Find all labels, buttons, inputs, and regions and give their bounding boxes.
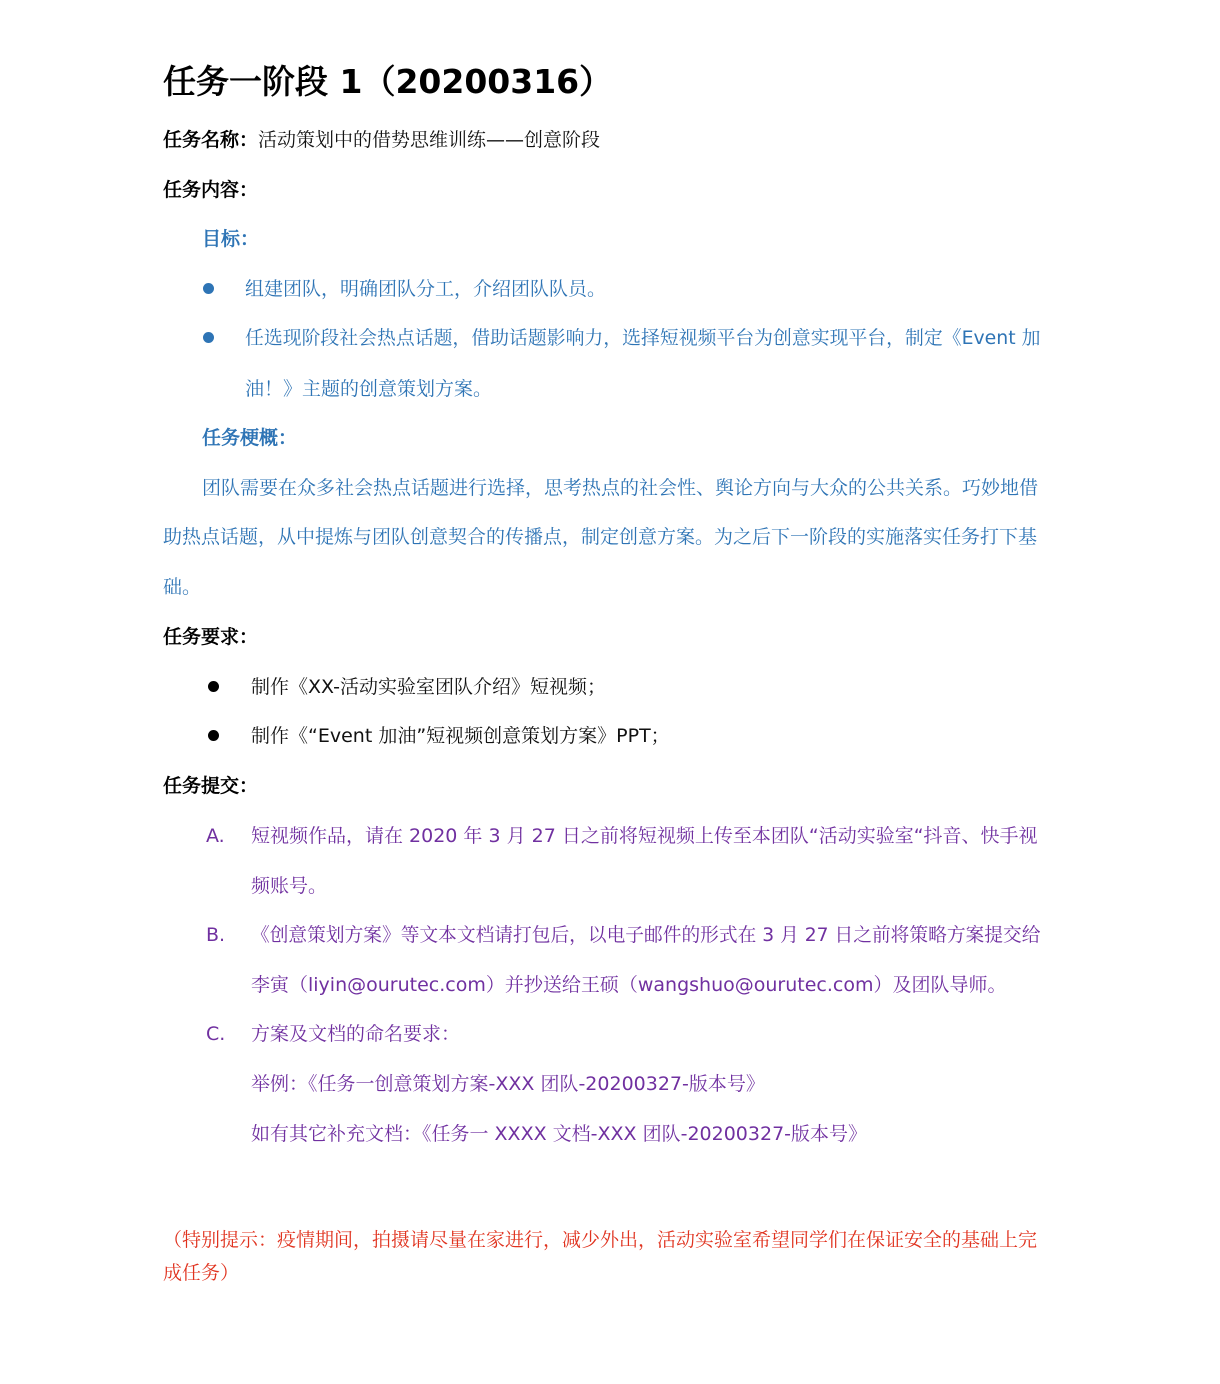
task-content-label: 任务内容： bbox=[163, 179, 259, 201]
goal-item-continued: 油！》主题的创意策划方案。 bbox=[245, 378, 493, 400]
submission-line: 频账号。 bbox=[251, 875, 328, 897]
bullet-icon bbox=[203, 332, 214, 343]
task-name-label: 任务名称： bbox=[163, 129, 259, 151]
submission-line: 如有其它补充文档：《任务一 XXXX 文档-XXX 团队-20200327-版本号》 bbox=[251, 1123, 868, 1145]
submission-marker: A. bbox=[206, 825, 225, 847]
notice-line: （特别提示：疫情期间，拍摄请尽量在家进行，减少外出，活动实验室希望同学们在保证安全的基础上完 bbox=[163, 1229, 1038, 1251]
notice-line: 成任务） bbox=[163, 1262, 240, 1284]
requirement-item: 制作《“Event 加油”短视频创意策划方案》PPT； bbox=[251, 725, 670, 747]
submission-marker: C. bbox=[206, 1023, 226, 1045]
bullet-icon bbox=[203, 283, 214, 294]
goal-item: 任选现阶段社会热点话题，借助话题影响力，选择短视频平台为创意实现平台，制定《Event 加 bbox=[245, 327, 1041, 349]
summary-line: 团队需要在众多社会热点话题进行选择，思考热点的社会性、舆论方向与大众的公共关系。巧妙地借 bbox=[202, 477, 1039, 499]
summary-line: 助热点话题，从中提炼与团队创意契合的传播点，制定创意方案。为之后下一阶段的实施落实任务打下基 bbox=[163, 526, 1038, 548]
submission-marker: B. bbox=[206, 924, 226, 946]
submission-line: 《创意策划方案》等文本文档请打包后，以电子邮件的形式在 3 月 27 日之前将策略方案提交给 bbox=[251, 924, 1041, 946]
submission-line: 举例：《任务一创意策划方案-XXX 团队-20200327-版本号》 bbox=[251, 1073, 765, 1095]
summary-line: 础。 bbox=[163, 576, 202, 598]
bullet-icon bbox=[208, 730, 219, 741]
submission-line: 方案及文档的命名要求： bbox=[251, 1023, 461, 1045]
submission-line: 短视频作品，请在 2020 年 3 月 27 日之前将短视频上传至本团队“活动实验室“抖音、快手视 bbox=[251, 825, 1038, 847]
submission-label: 任务提交： bbox=[163, 775, 259, 797]
task-name-row bbox=[163, 128, 600, 152]
page-title: 任务一阶段 1（20200316） bbox=[163, 62, 613, 101]
requirements-label: 任务要求： bbox=[163, 626, 259, 648]
goal-item: 组建团队，明确团队分工，介绍团队队员。 bbox=[245, 278, 607, 300]
submission-line: 李寅（liyin@ourutec.com）并抄送给王硕（wangshuo@ourutec.com）及团队导师。 bbox=[251, 974, 1007, 996]
bullet-icon bbox=[208, 681, 219, 692]
task-name-value: 活动策划中的借势思维训练——创意阶段 bbox=[258, 129, 601, 151]
requirement-item: 制作《XX-活动实验室团队介绍》短视频； bbox=[251, 676, 606, 698]
summary-label: 任务梗概： bbox=[202, 427, 298, 449]
goal-label: 目标： bbox=[202, 228, 260, 250]
